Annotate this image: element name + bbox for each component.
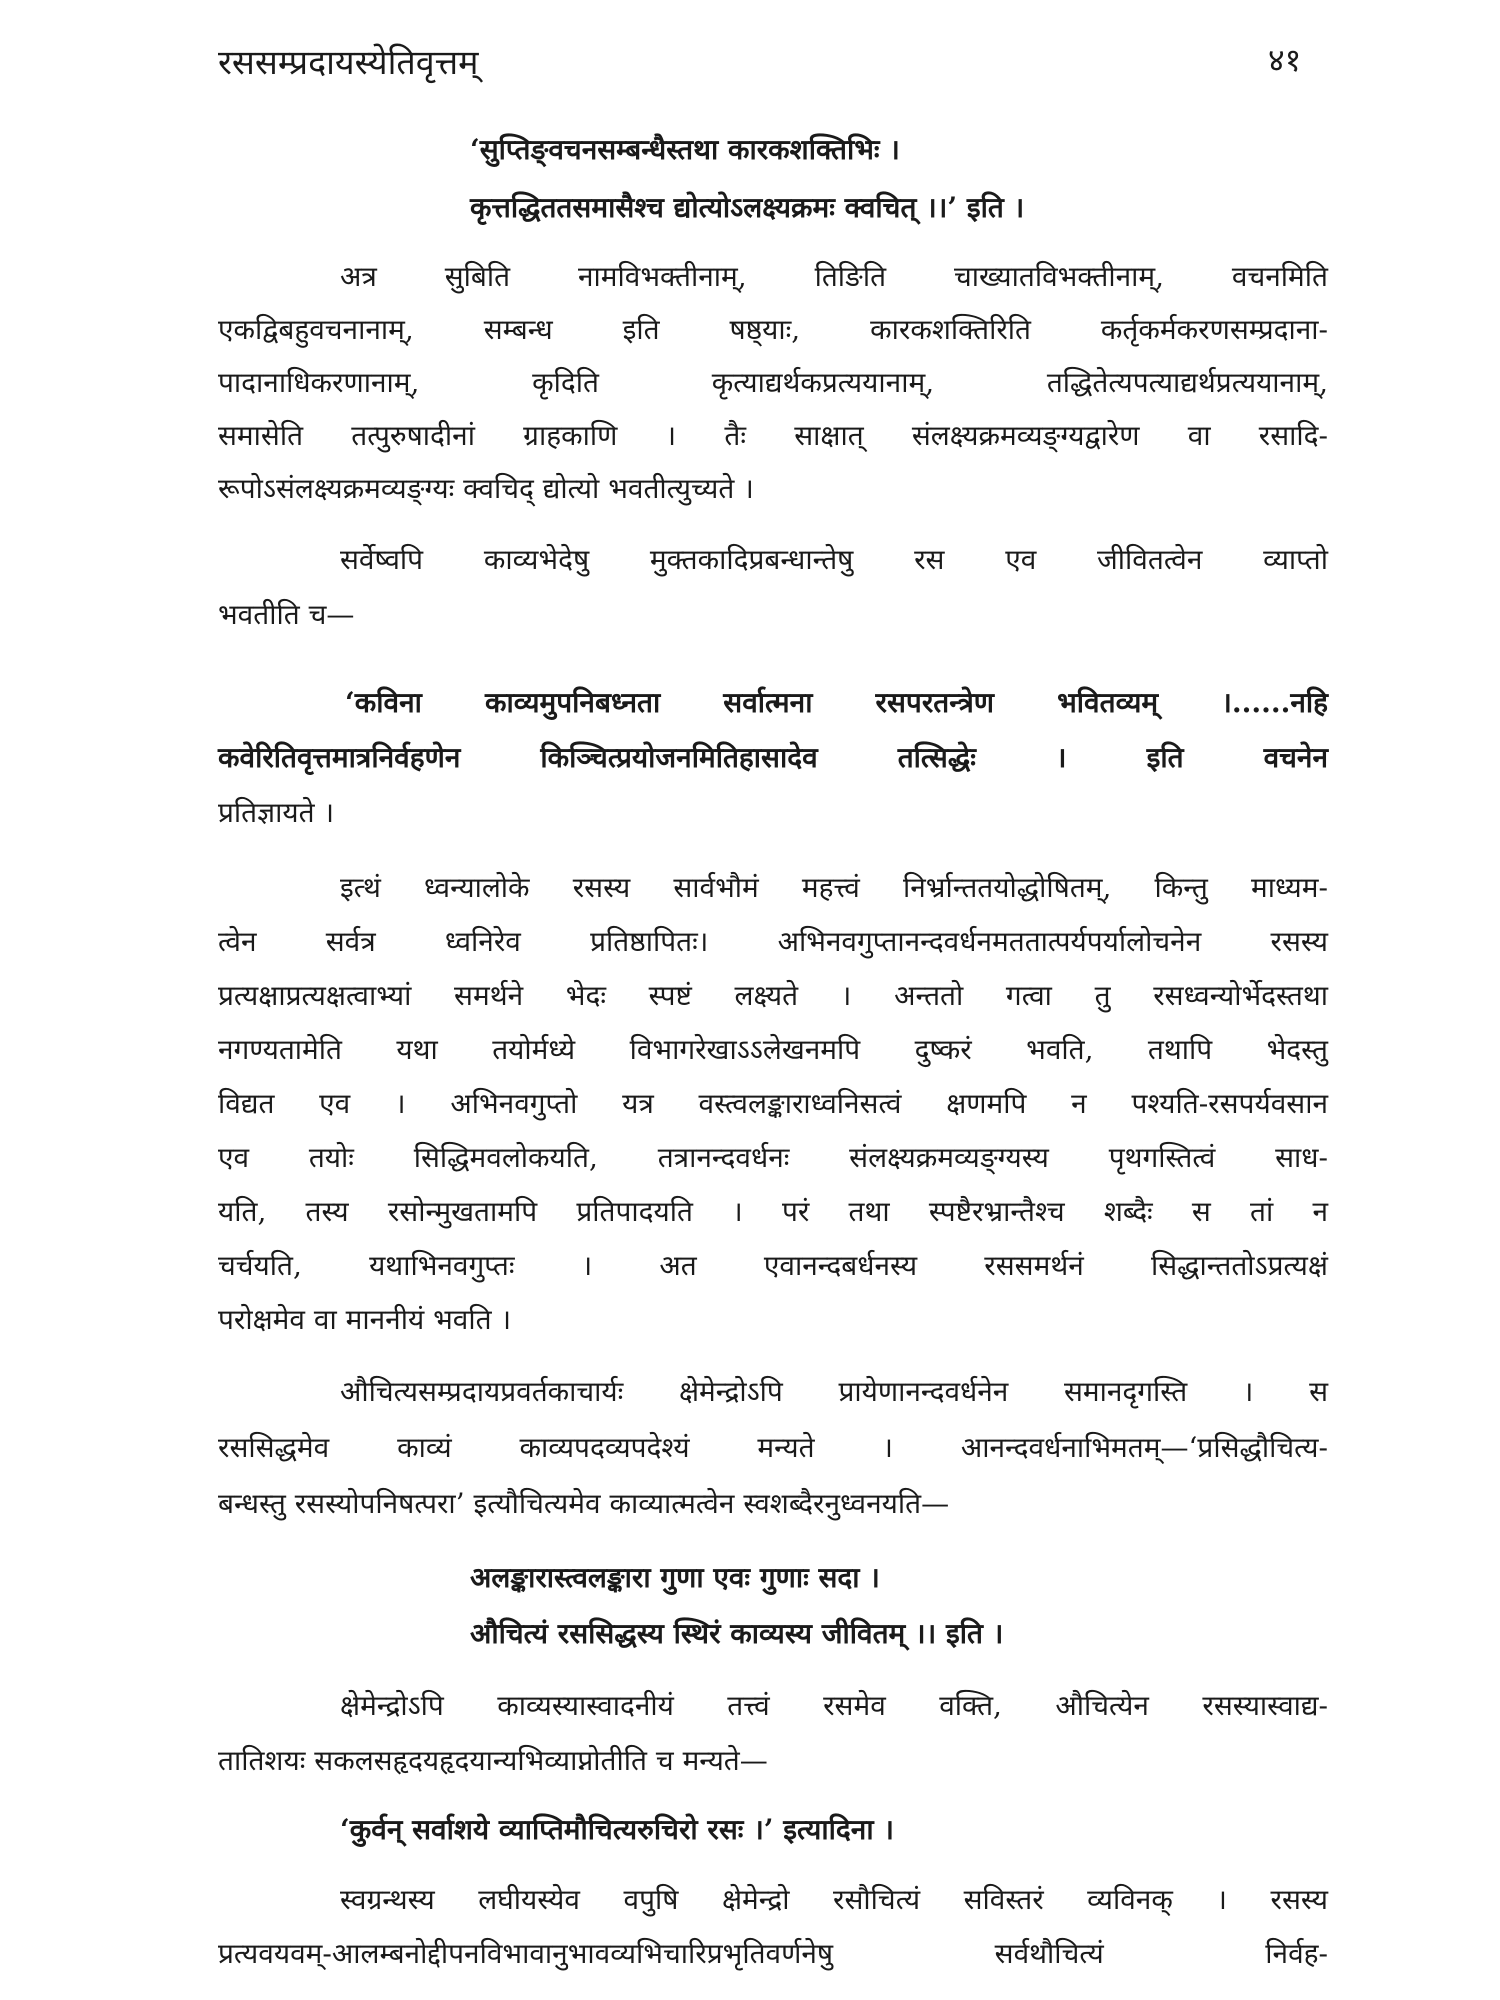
paragraph-line: सर्वेष्वपि काव्यभेदेषु मुक्तकादिप्रबन्धान्तेषु रस एव जीवितत्वेन व्याप्तो xyxy=(340,543,1328,576)
paragraph-line: यति, तस्य रसोन्मुखतामपि प्रतिपादयति । परं तथा स्पष्टैरभ्रान्तैश्च शब्दैः स तां न xyxy=(218,1195,1328,1228)
page-number: ४१ xyxy=(1268,41,1302,79)
quote-line: ‘कविना काव्यमुपनिबध्नता सर्वात्मना रसपरतन्त्रेण भवितव्यम् ।......नहि xyxy=(345,686,1328,719)
paragraph-line: रससिद्धमेव काव्यं काव्यपदव्यपदेश्यं मन्यते । आनन्दवर्धनाभिमतम्—‘प्रसिद्धौचित्य- xyxy=(218,1431,1328,1464)
paragraph-line: पादानाधिकरणानाम्, कृदिति कृत्याद्यर्थकप्रत्ययानाम्, तद्धितेत्यपत्याद्यर्थप्रत्ययानाम्, xyxy=(218,366,1328,399)
verse-line: अलङ्कारास्त्वलङ्कारा गुणा एवः गुणाः सदा । xyxy=(470,1561,880,1594)
paragraph-line: बन्धस्तु रसस्योपनिषत्परा’ इत्यौचित्यमेव काव्यात्मत्वेन स्वशब्दैरनुध्वनयति— xyxy=(218,1487,950,1520)
quote-line: प्रतिज्ञायते । xyxy=(218,796,335,829)
paragraph-line: अत्र सुबिति नामविभक्तीनाम्, तिङिति चाख्यातविभक्तीनाम्, वचनमिति xyxy=(340,260,1328,293)
paragraph-line: नगण्यतामेति यथा तयोर्मध्ये विभागरेखाऽऽलेखनमपि दुष्करं भवति, तथापि भेदस्तु xyxy=(218,1033,1328,1066)
paragraph-line: प्रत्यवयवम्-आलम्बनोद्दीपनविभावानुभावव्यभिचारिप्रभृतिवर्णनेषु सर्वथौचित्यं निर्वह- xyxy=(218,1937,1328,1970)
paragraph-line: परोक्षमेव वा माननीयं भवति । xyxy=(218,1303,512,1336)
quote-line: ‘कुर्वन् सर्वाशये व्याप्तिमौचित्यरुचिरो रसः ।’ इत्यादिना । xyxy=(340,1813,894,1846)
paragraph-line: तातिशयः सकलसहृदयहृदयान्यभिव्याप्नोतीति च मन्यते— xyxy=(218,1744,768,1777)
paragraph-line: विद्यत एव । अभिनवगुप्तो यत्र वस्त्वलङ्काराध्वनिसत्वं क्षणमपि न पश्यति-रसपर्यवसान xyxy=(218,1087,1328,1120)
paragraph-line: क्षेमेन्द्रोऽपि काव्यस्यास्वादनीयं तत्त्वं रसमेव वक्ति, औचित्येन रसस्यास्वाद्य- xyxy=(340,1689,1328,1722)
running-header: रससम्प्रदायस्येतिवृत्तम् xyxy=(218,43,479,83)
verse-line: कृत्तद्धिततसमासैश्च द्योत्योऽलक्ष्यक्रमः क्वचित् ।।’ इति । xyxy=(470,191,1025,224)
paragraph-line: इत्थं ध्वन्यालोके रसस्य सार्वभौमं महत्त्वं निर्भ्रान्ततयोद्धोषितम्, किन्तु माध्यम- xyxy=(340,871,1328,904)
paragraph-line: स्वग्रन्थस्य लघीयस्येव वपुषि क्षेमेन्द्रो रसौचित्यं सविस्तरं व्यविनक् । रसस्य xyxy=(340,1883,1328,1916)
verse-line: औचित्यं रससिद्धस्य स्थिरं काव्यस्य जीवितम् ।। इति । xyxy=(470,1617,1004,1650)
paragraph-line: औचित्यसम्प्रदायप्रवर्तकाचार्यः क्षेमेन्द्रोऽपि प्रायेणानन्दवर्धनेन समानदृगस्ति । स xyxy=(340,1375,1328,1408)
paragraph-line: त्वेन सर्वत्र ध्वनिरेव प्रतिष्ठापितः। अभिनवगुप्तानन्दवर्धनमततात्पर्यपर्यालोचनेन रसस्य xyxy=(218,925,1328,958)
quote-line: कवेरितिवृत्तमात्रनिर्वहणेन किञ्चित्प्रयोजनमितिहासादेव तत्सिद्धेः । इति वचनेन xyxy=(218,741,1328,774)
paragraph-line: रूपोऽसंलक्ष्यक्रमव्यङ्ग्यः क्वचिद् द्योत्यो भवतीत्युच्यते । xyxy=(218,472,754,505)
paragraph-line: चर्चयति, यथाभिनवगुप्तः । अत एवानन्दबर्धनस्य रससमर्थनं सिद्धान्ततोऽप्रत्यक्षं xyxy=(218,1249,1328,1282)
verse-line: ‘सुप्तिङ्वचनसम्बन्धैस्तथा कारकशक्तिभिः । xyxy=(470,133,900,166)
paragraph-line: प्रत्यक्षाप्रत्यक्षत्वाभ्यां समर्थने भेदः स्पष्टं लक्ष्यते । अन्ततो गत्वा तु रसध्वन्योर्भेदस्तथा xyxy=(218,979,1328,1012)
paragraph-line: भवतीति च— xyxy=(218,598,355,631)
paragraph-line: समासेति तत्पुरुषादीनां ग्राहकाणि । तैः साक्षात् संलक्ष्यक्रमव्यङ्ग्यद्वारेण वा रसादि- xyxy=(218,419,1328,452)
paragraph-line: एव तयोः सिद्धिमवलोकयति, तत्रानन्दवर्धनः संलक्ष्यक्रमव्यङ्ग्यस्य पृथगस्तित्वं साध- xyxy=(218,1141,1328,1174)
paragraph-line: एकद्विबहुवचनानाम्, सम्बन्ध इति षष्ठ्याः, कारकशक्तिरिति कर्तृकर्मकरणसम्प्रदाना- xyxy=(218,313,1328,346)
